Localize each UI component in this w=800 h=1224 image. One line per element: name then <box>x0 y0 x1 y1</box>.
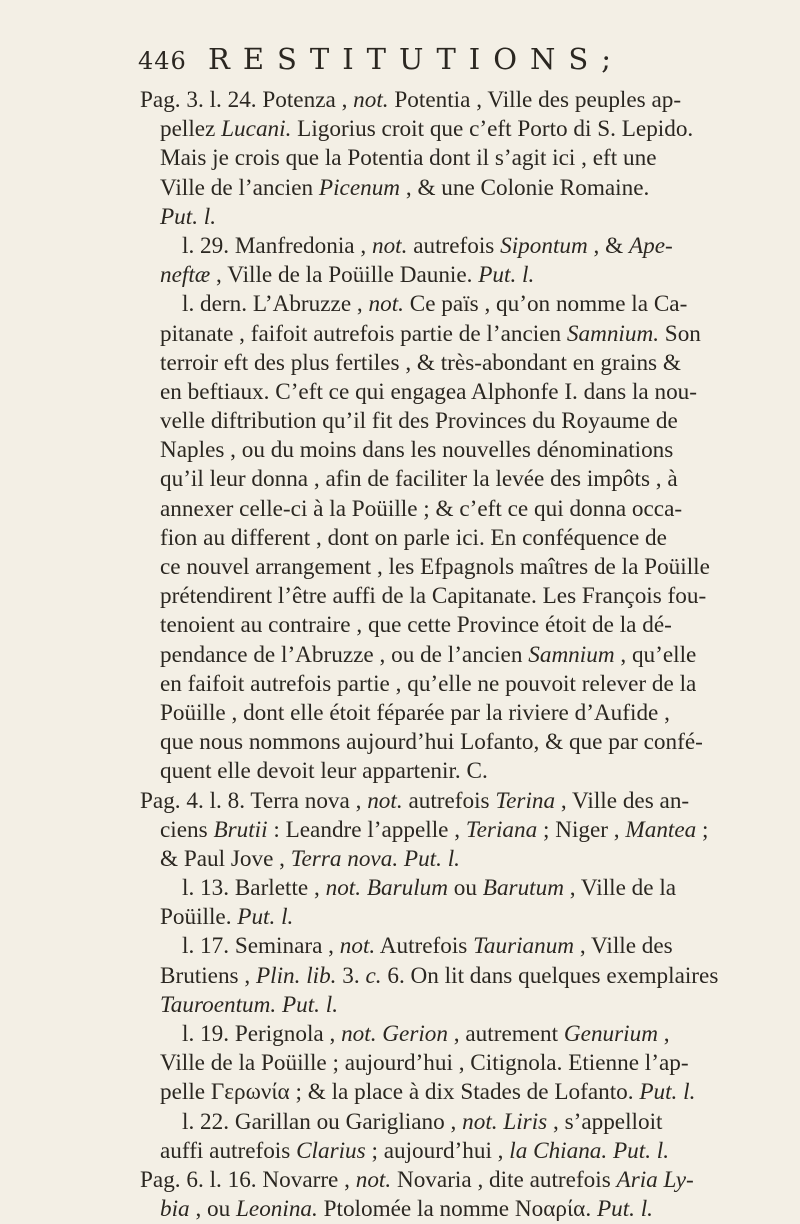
italic-text: not. <box>367 787 403 814</box>
italic-text: Picenum <box>318 174 401 201</box>
italic-text: not. <box>355 1166 392 1193</box>
text-segment: Novaria , dite autrefois <box>391 1166 617 1193</box>
italic-text: not. Gerion <box>341 1021 448 1047</box>
text-line <box>140 378 770 407</box>
text-segment: l. 29. Manfredonia , <box>182 232 372 259</box>
text-line <box>140 203 770 232</box>
text-segment: Brutiens , <box>160 962 256 989</box>
italic-text: bia <box>160 1196 190 1223</box>
text-line <box>140 495 770 524</box>
italic-text: not. Barulum <box>325 875 448 902</box>
italic-text: Taurianum <box>473 933 575 960</box>
italic-text: Leonina. <box>236 1196 318 1223</box>
text-line <box>140 115 770 144</box>
italic-text: not. <box>368 291 404 318</box>
text-segment: en faifoit autrefois partie , qu’elle ne pouvoit relever de la <box>160 670 697 697</box>
running-title: RESTITUTIONS; <box>208 42 625 76</box>
text-line <box>140 1195 770 1224</box>
italic-text: Samnium. <box>566 320 659 347</box>
text-line <box>140 144 770 173</box>
text-segment: , qu’elle <box>614 641 697 668</box>
italic-text: Clarius <box>296 1137 366 1164</box>
text-segment: terroir eft des plus fertiles , & très-abondant en grains & <box>160 349 681 376</box>
italic-text: Plin. lib. <box>255 962 337 989</box>
italic-text: Put. l. <box>639 1079 696 1106</box>
italic-text: not. <box>339 933 376 960</box>
italic-text: Lucani. <box>221 116 292 143</box>
text-segment: , autrement <box>448 1021 564 1047</box>
text-segment: ; <box>696 816 709 843</box>
text-segment: ciens <box>160 816 214 843</box>
text-line <box>140 757 770 786</box>
text-line <box>140 436 770 465</box>
text-segment: Pag. 6. l. 16. Novarre , <box>140 1166 356 1193</box>
text-segment: Ligorius croit que c’eft Porto di S. Lepido. <box>291 116 694 143</box>
page-header <box>138 42 758 86</box>
text-line <box>140 1020 770 1049</box>
italic-text: Tauroentum. Put. l. <box>160 991 339 1018</box>
text-segment: pellez <box>160 116 222 143</box>
text-segment: , & <box>587 232 629 259</box>
text-line <box>140 553 770 582</box>
text-segment: pitanate , faifoit autrefois partie de l’ancien <box>160 320 567 347</box>
page-number: 446 <box>138 47 187 75</box>
italic-text: Brutii <box>213 816 268 843</box>
text-line <box>140 1137 770 1166</box>
text-segment: Autrefois <box>375 933 474 960</box>
text-segment: : Leandre l’appelle , <box>267 816 466 843</box>
text-line <box>140 699 770 728</box>
text-segment: 3. <box>336 962 366 989</box>
italic-text: la Chiana. Put. l. <box>509 1137 670 1164</box>
text-line <box>140 232 770 261</box>
text-segment: ; Niger , <box>537 816 626 843</box>
text-segment: l. 13. Barlette , <box>182 875 326 902</box>
text-line <box>140 874 770 903</box>
text-segment: qu’il leur donna , afin de faciliter la levée des impôts , à <box>160 466 678 493</box>
page-body <box>140 86 770 1224</box>
text-segment: Ville de l’ancien <box>160 174 319 201</box>
italic-text: Samnium <box>528 641 615 668</box>
italic-text: Genurium <box>563 1021 658 1047</box>
text-segment: annexer celle-ci à la Poüille ; & c’eft ce qui donna occa- <box>160 495 683 522</box>
text-segment: l. 17. Seminara , <box>182 933 340 960</box>
italic-text: Ape- <box>628 232 673 259</box>
text-line <box>140 524 770 553</box>
text-segment: velle diftribution qu’il fit des Provinces du Royaume de <box>160 408 678 435</box>
text-segment: , s’appelloit <box>547 1108 663 1135</box>
text-line <box>140 407 770 436</box>
text-segment: ; aujourd’hui , <box>365 1137 510 1164</box>
text-segment: , <box>657 1021 670 1047</box>
text-line <box>140 261 770 290</box>
text-segment: & Paul Jove , <box>160 845 291 872</box>
text-segment: pendance de l’Abruzze , ou de l’ancien <box>160 641 529 668</box>
italic-text: Teriana <box>465 816 538 843</box>
text-segment: Mais je crois que la Potentia dont il s’agit ici , eft une <box>160 145 657 172</box>
text-line <box>140 582 770 611</box>
text-line <box>140 845 770 874</box>
text-line <box>140 1049 770 1078</box>
text-line <box>140 932 770 961</box>
italic-text: Aria Ly- <box>616 1166 694 1193</box>
text-segment: Pag. 3. l. 24. Potenza , <box>140 87 354 113</box>
text-segment: fion au different , dont on parle ici. En conféquence de <box>160 524 667 551</box>
text-line <box>140 728 770 757</box>
text-segment: Ce païs , qu’on nomme la Ca- <box>403 291 688 318</box>
italic-text: not. <box>371 232 408 259</box>
text-line <box>140 962 770 991</box>
text-line <box>140 991 770 1020</box>
text-segment: , Ville de la Poüille Daunie. <box>210 262 479 289</box>
text-segment: , & une Colonie Romaine. <box>400 174 650 201</box>
italic-text: Terra nova. Put. l. <box>290 845 460 872</box>
text-segment: Ville de la Poüille ; aujourd’hui , Citignola. Etienne l’ap- <box>160 1050 689 1077</box>
italic-text: Put. l. <box>160 203 217 230</box>
text-line <box>140 641 770 670</box>
text-line <box>140 290 770 319</box>
text-segment: ou <box>448 875 483 902</box>
text-line <box>140 670 770 699</box>
italic-text: neftæ <box>160 262 211 289</box>
italic-text: Mantea <box>625 816 697 843</box>
text-segment: , ou <box>189 1196 237 1223</box>
italic-text: Put. l. <box>478 262 535 289</box>
text-segment: ce nouvel arrangement , les Efpagnols maîtres de la Poüille <box>160 554 710 580</box>
text-segment: en beftiaux. C’eft ce qui engagea Alphonfe I. dans la nou- <box>160 378 697 405</box>
text-line <box>140 320 770 349</box>
text-line <box>140 816 770 845</box>
text-line <box>140 611 770 640</box>
text-segment: prétendirent l’être auffi de la Capitanate. Les François fou- <box>160 583 707 610</box>
text-segment: , Ville des <box>574 933 673 960</box>
text-segment: Son <box>659 320 701 347</box>
text-segment: tenoient au contraire , que cette Province étoit de la dé- <box>160 612 672 639</box>
italic-text: c. <box>365 962 382 989</box>
text-segment: Ptolomée la nomme Νοαρία. <box>317 1196 597 1223</box>
text-segment: Poüille , dont elle étoit féparée par la riviere d’Aufide , <box>160 699 670 726</box>
italic-text: Barutum <box>482 875 564 902</box>
italic-text: not. <box>353 87 389 113</box>
text-segment: pelle Γερωνία ; & la place à dix Stades de Lofanto. <box>160 1079 640 1106</box>
text-segment: autrefois <box>407 232 501 259</box>
text-segment: l. 19. Perignola , <box>182 1021 342 1047</box>
text-line <box>140 86 770 115</box>
text-segment: quent elle devoit leur appartenir. C. <box>160 758 488 785</box>
italic-text: Put. l. <box>237 904 294 931</box>
text-segment: Pag. 4. l. 8. Terra nova , <box>140 787 368 814</box>
text-line <box>140 1166 770 1195</box>
italic-text: Put. l. <box>596 1196 653 1223</box>
text-line <box>140 465 770 494</box>
italic-text: Sipontum <box>500 232 588 259</box>
text-segment: Naples , ou du moins dans les nouvelles dénominations <box>160 437 674 464</box>
text-segment: auffi autrefois <box>160 1137 297 1164</box>
text-line <box>140 903 770 932</box>
italic-text: not. Liris <box>462 1108 548 1135</box>
text-segment: l. dern. L’Abruzze , <box>182 291 369 318</box>
text-segment: que nous nommons aujourd’hui Lofanto, & que par confé- <box>160 729 703 756</box>
text-segment: , Ville des an- <box>555 787 690 814</box>
text-segment: Poüille. <box>160 904 238 931</box>
text-segment: , Ville de la <box>563 875 677 902</box>
text-line <box>140 1108 770 1137</box>
text-segment: autrefois <box>402 787 496 814</box>
text-segment: l. 22. Garillan ou Garigliano , <box>182 1108 463 1135</box>
text-line <box>140 787 770 816</box>
text-line <box>140 349 770 378</box>
text-segment: 6. On lit dans quelques exemplaires <box>381 962 719 989</box>
text-line <box>140 174 770 203</box>
text-line <box>140 1078 770 1107</box>
text-segment: Potentia , Ville des peuples ap- <box>388 87 682 113</box>
italic-text: Terina <box>495 787 556 814</box>
